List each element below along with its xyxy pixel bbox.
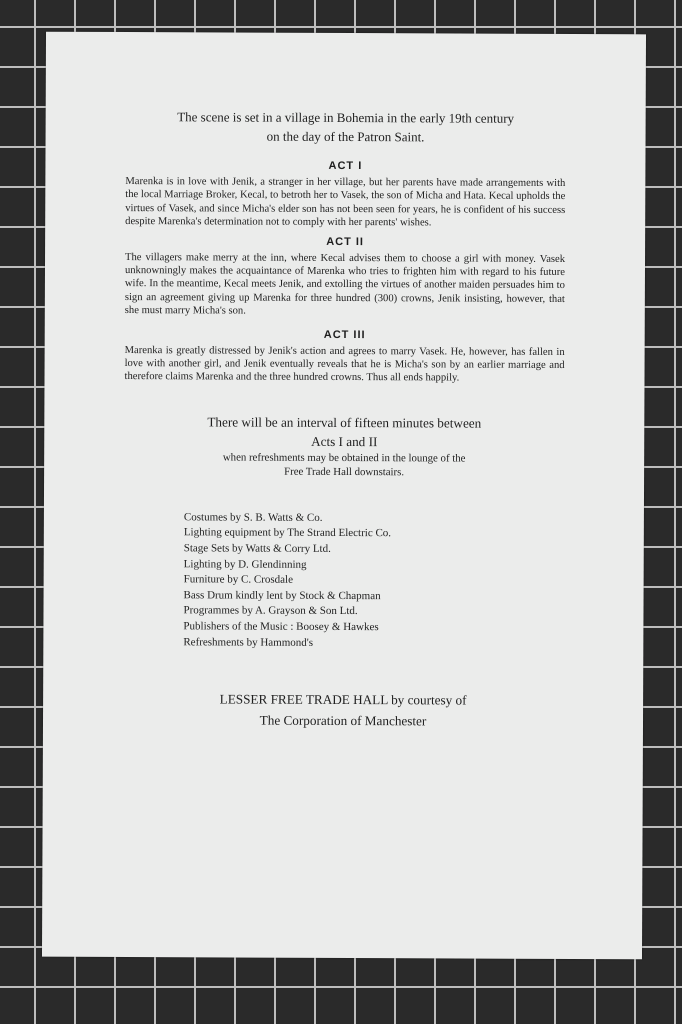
act-1-synopsis: Marenka is in love with Jenik, a stranger in her village, but her parents have made arrangements with the local Marriage Broker, Kecal, to betroth her to Vasek, the son of Micha and Hata. Kecal upholds the virtues of Vasek, and since Micha's elder son has not been seen for years, he is confident of his success despite Marenka's determination not to comply with her parents' wishes. <box>125 176 566 229</box>
interval-line-4: Free Trade Hall downstairs. <box>284 465 405 479</box>
act-1-title: ACT I <box>328 159 363 173</box>
credit-item: Bass Drum kindly lent by Stock & Chapman <box>183 589 381 603</box>
program-content <box>123 107 566 732</box>
footer-line-1: LESSER FREE TRADE HALL by courtesy of <box>219 691 467 708</box>
venue-footer <box>123 688 563 732</box>
credits-list <box>183 510 564 652</box>
act-2-title: ACT II <box>326 235 365 248</box>
intro-line-2: on the day of the Patron Saint. <box>266 128 425 145</box>
act-3-synopsis: Marenka is greatly distressed by Jenik's action and agrees to marry Vasek. He, however, has fallen in love with another girl, and Jenik eventually reveals that he is Micha's son by an earlier marriage and therefore claims Marenka and the three hundred crowns. Thus all ends happily. <box>124 344 565 384</box>
credit-item: Lighting equipment by The Strand Electric Co. <box>183 526 392 540</box>
credit-item: Lighting by D. Glendinning <box>183 557 307 571</box>
program-sheet <box>42 32 646 960</box>
interval-line-3: when refreshments may be obtained in the lounge of the <box>222 451 466 465</box>
footer-line-2: The Corporation of Manchester <box>259 712 427 729</box>
credit-item: Publishers of the Music : Boosey & Hawkes <box>183 620 379 634</box>
act-3-title: ACT III <box>323 328 366 341</box>
credit-item: Furniture by C. Crosdale <box>183 573 294 587</box>
interval-line-1: There will be an interval of fifteen minutes between <box>207 414 482 431</box>
scene-intro <box>126 107 566 147</box>
interval-line-2: Acts I and II <box>311 433 378 450</box>
credit-item: Refreshments by Hammond's <box>183 635 314 649</box>
credit-item: Stage Sets by Watts & Corry Ltd. <box>183 542 331 556</box>
act-3-section <box>124 328 564 386</box>
intro-line-1: The scene is set in a village in Bohemia in the early 19th century <box>177 109 515 126</box>
act-2-section <box>125 235 565 320</box>
act-1-section <box>125 159 565 231</box>
act-2-synopsis: The villagers make merry at the inn, where Kecal advises them to choose a girl with money. Vasek unknowningly makes the acquaintance of Marenka who tries to frighten him with regard to his future wife. In the meantime, Kecal meets Jenik, and extolling the virtues of another maiden persuades him to sign an agreement giving up Marenka for three hundred (300) crowns, Jenik insisting, however, that she must marry Micha's son. <box>124 251 566 317</box>
interval-notice <box>124 412 564 480</box>
credit-item: Costumes by S. B. Watts & Co. <box>183 511 323 524</box>
credit-item: Programmes by A. Grayson & Son Ltd. <box>183 604 358 618</box>
